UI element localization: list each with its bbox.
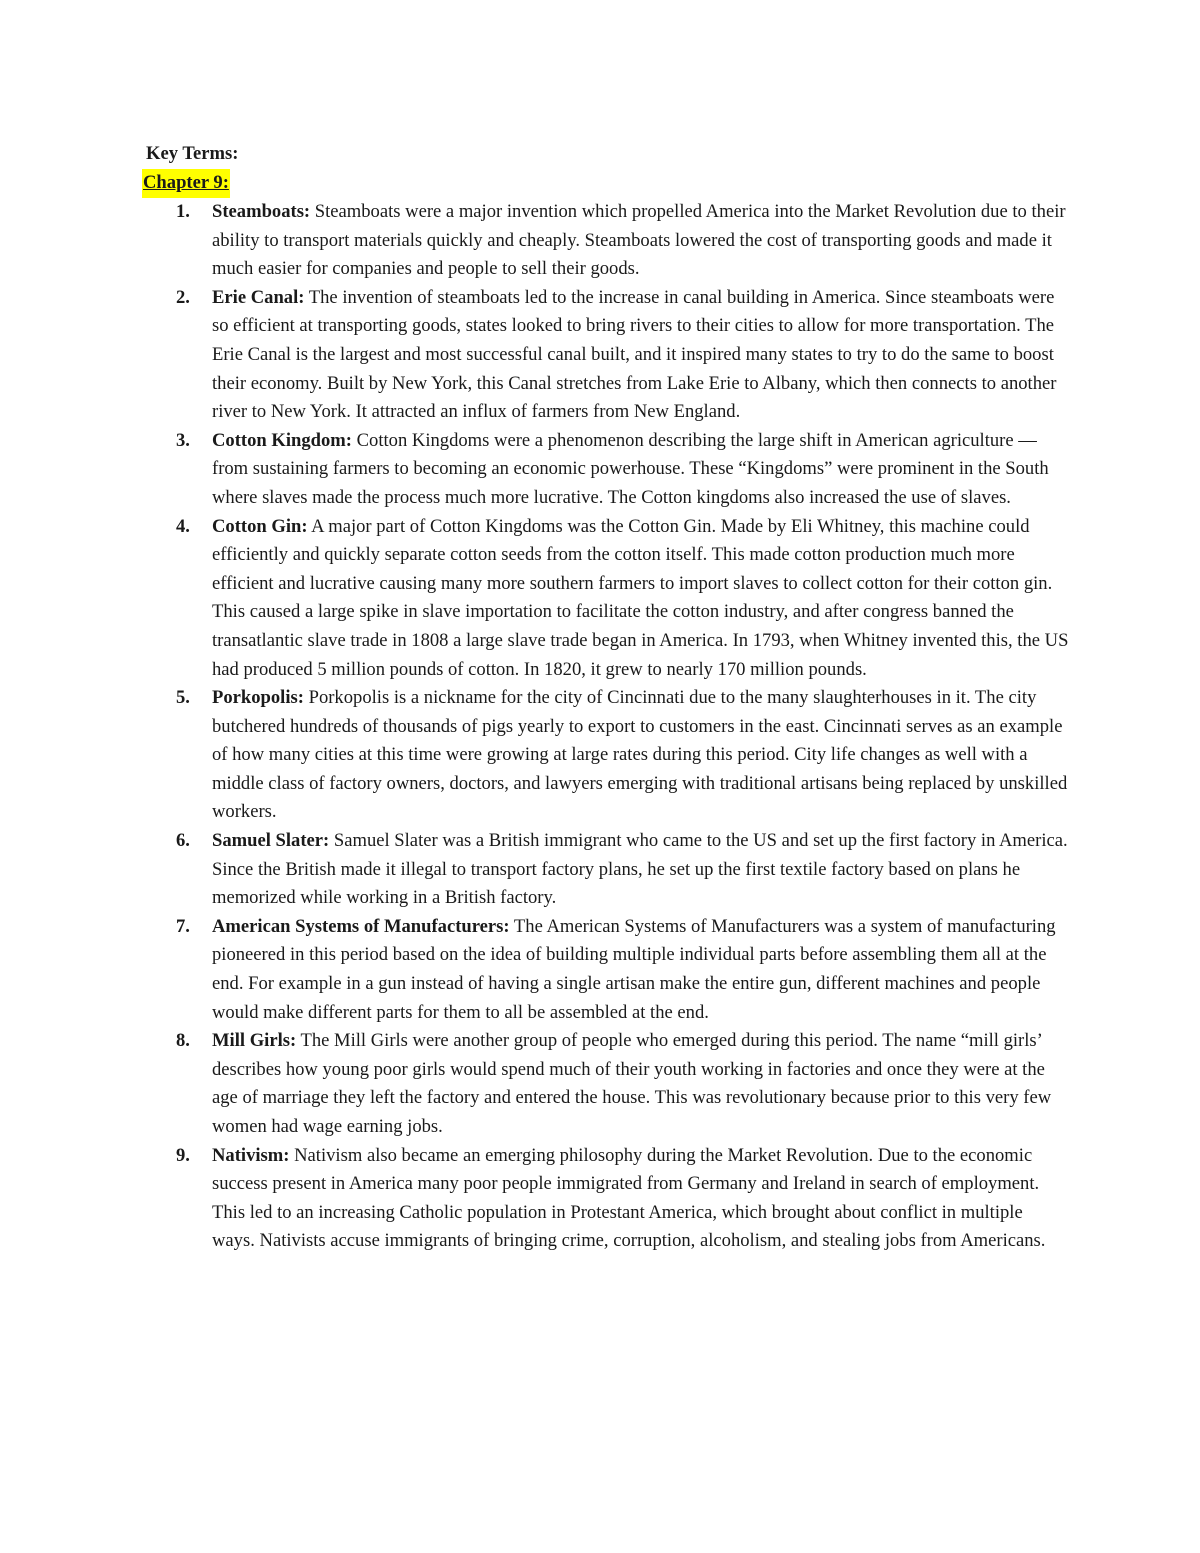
term-item bbox=[176, 284, 1070, 427]
term-item bbox=[176, 427, 1070, 513]
term-name: Mill Girls: bbox=[212, 1030, 297, 1052]
document-title: Key Terms: bbox=[146, 143, 239, 164]
term-number: 7. bbox=[176, 915, 190, 937]
term-name: Cotton Kingdom: bbox=[212, 429, 352, 451]
term-definition: The invention of steamboats led to the increase in canal building in America. Since steamboats were so efficient at transporting goods, states looked to bring rivers to their cities to allow for more transportation. The Erie Canal is the largest and most successful canal built, and it inspired many states to try to do the same to boost their economy. Built by New York, this Canal stretches from Lake Erie to Albany, which then connects to another river to New York. It attracted an influx of farmers from New England. bbox=[212, 286, 1057, 423]
term-definition: Nativism also became an emerging philosophy during the Market Revolution. Due to the economic success present in America many poor people immigrated from Germany and Ireland in search of employment. This led to an increasing Catholic population in Protestant America, which brought about conflict in multiple ways. Nativists accuse immigrants of bringing crime, corruption, alcoholism, and stealing jobs from Americans. bbox=[212, 1144, 1046, 1252]
term-item bbox=[176, 1027, 1070, 1141]
term-name: Samuel Slater: bbox=[212, 830, 330, 852]
term-definition: The American Systems of Manufacturers was a system of manufacturing pioneered in this period based on the idea of building multiple individual parts before assembling them all at the end. For example in a gun instead of having a single artisan make the entire gun, different machines and people would make different parts for them to all be assembled at the end. bbox=[212, 915, 1056, 1023]
term-name: Nativism: bbox=[212, 1144, 290, 1166]
term-definition: Samuel Slater was a British immigrant who came to the US and set up the first factory in America. Since the British made it illegal to transport factory plans, he set up the first textile factory based on plans he memorized while working in a British factory. bbox=[212, 830, 1068, 909]
term-number: 4. bbox=[176, 515, 190, 537]
chapter-heading: Chapter 9: bbox=[142, 169, 230, 198]
term-item bbox=[176, 198, 1070, 284]
term-definition: Porkopolis is a nickname for the city of Cincinnati due to the many slaughterhouses in it. The city butchered hundreds of thousands of pigs yearly to export to customers in the east. Cincinnati serves as an example of how many cities at this time were growing at large rates during this period. City life changes as well with a middle class of factory owners, doctors, and lawyers emerging with traditional artisans being replaced by unskilled workers. bbox=[212, 687, 1068, 823]
term-definition: A major part of Cotton Kingdoms was the Cotton Gin. Made by Eli Whitney, this machine could efficiently and quickly separate cotton seeds from the cotton itself. This made cotton production much more efficient and lucrative causing many more southern farmers to import slaves to collect cotton for their cotton gin. This caused a large spike in slave importation to facilitate the cotton industry, and after congress banned the transatlantic slave trade in 1808 a large slave trade began in America. In 1793, when Whitney invented this, the US had produced 5 million pounds of cotton. In 1820, it grew to nearly 170 million pounds. bbox=[212, 515, 1069, 680]
term-definition: Steamboats were a major invention which propelled America into the Market Revolution due to their ability to transport materials quickly and cheaply. Steamboats lowered the cost of transporting goods and made it much easier for companies and people to sell their goods. bbox=[212, 201, 1066, 280]
term-name: Steamboats: bbox=[212, 201, 311, 222]
term-item bbox=[176, 913, 1070, 1027]
term-item bbox=[176, 827, 1070, 913]
term-item bbox=[176, 513, 1070, 685]
key-terms-list bbox=[176, 198, 1070, 1256]
term-name: Porkopolis: bbox=[212, 687, 304, 709]
term-number: 6. bbox=[176, 830, 190, 852]
term-name: American Systems of Manufacturers: bbox=[212, 915, 510, 937]
term-number: 1. bbox=[176, 201, 190, 222]
term-name: Cotton Gin: bbox=[212, 515, 308, 537]
term-item bbox=[176, 1142, 1070, 1256]
term-number: 5. bbox=[176, 687, 190, 709]
term-number: 9. bbox=[176, 1144, 190, 1166]
term-definition: Cotton Kingdoms were a phenomenon describing the large shift in American agriculture — from sustaining farmers to becoming an economic powerhouse. These “Kingdoms” were prominent in the South where slaves made the process much more lucrative. The Cotton kingdoms also increased the use of slaves. bbox=[212, 429, 1049, 508]
term-number: 3. bbox=[176, 429, 190, 451]
term-item bbox=[176, 684, 1070, 827]
term-definition: The Mill Girls were another group of people who emerged during this period. The name “mill girls’ describes how young poor girls would spend much of their youth working in factories and once they were at the age of marriage they left the factory and entered the house. This was revolutionary because prior to this very few women had wage earning jobs. bbox=[212, 1030, 1052, 1137]
term-number: 2. bbox=[176, 286, 190, 308]
term-number: 8. bbox=[176, 1030, 190, 1052]
term-name: Erie Canal: bbox=[212, 286, 305, 308]
